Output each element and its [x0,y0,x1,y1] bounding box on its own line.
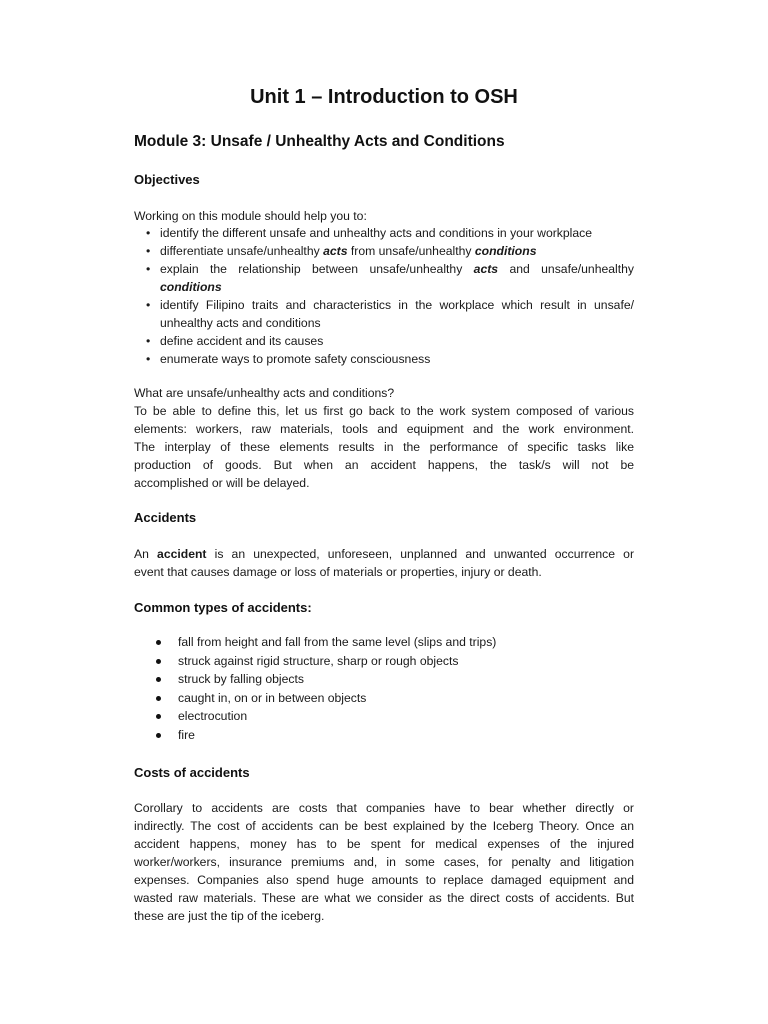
objectives-intro: Working on this module should help you to: [134,209,367,223]
costs-heading: Costs of accidents [134,765,250,780]
list-item: fall from height and fall from the same level (slips and trips) [156,633,496,652]
list-item: caught in, on or in between objects [156,689,496,708]
unit-title: Unit 1 – Introduction to OSH [250,86,518,108]
list-item: electrocution [156,707,496,726]
bullet-icon [156,677,161,682]
list-item: struck by falling objects [156,670,496,689]
bullet-icon: • [146,334,151,348]
bullet-icon [156,696,161,701]
bullet-icon: • [146,352,151,366]
objectives-heading: Objectives [134,172,200,187]
list-item: • differentiate unsafe/unhealthy acts from unsafe/unhealthy conditions [146,244,537,258]
accidents-heading: Accidents [134,510,197,525]
costs-paragraph: Corollary to accidents are costs that companies have to bear whether directly or indirectly. The cost of accidents can be best explained by the Iceberg Theory. Once an accident happens, money has to be spent for medical expenses of the injured worker/workers, insurance premiums and, in some cases, for penalty and litigation expenses. Companies also spend huge amounts to replace damaged equipment and wasted raw materials. These are what we consider as the direct costs of accidents. But these are just the tip of the iceberg. [134,801,634,923]
bullet-icon: • [146,262,151,276]
bullet-icon: • [146,244,151,258]
objectives-list [134,224,634,368]
list-item: struck against rigid structure, sharp or rough objects [156,652,496,671]
list-item: • define accident and its causes [146,334,324,348]
list-item: • identify Filipino traits and characteristics in the workplace which result in unsafe/ unhealthy acts and conditions [146,298,634,330]
bullet-icon: • [146,226,151,240]
list-item: • explain the relationship between unsafe/unhealthy acts and unsafe/unhealthy conditions [146,262,634,294]
bullet-icon [156,714,161,719]
bullet-icon: • [146,298,151,312]
what-are-paragraph: To be able to define this, let us first go back to the work system composed of various elements: workers, raw materials, tools and equipment and the work environment. The interplay of these elements results in the performance of specific tasks like production of goods. But when an accident happens, the task/s will not be accomplished or will be delayed. [134,404,634,490]
list-item: • identify the different unsafe and unhealthy acts and conditions in your workplace [146,226,593,240]
accident-types-list [156,633,496,745]
common-types-heading: Common types of accidents: [134,600,312,615]
accident-definition: An accident is an unexpected, unforeseen, unplanned and unwanted occurrence or event that causes damage or loss of materials or properties, injury or death. [134,547,635,579]
bullet-icon [156,640,161,645]
list-item: fire [156,726,496,745]
bullet-icon [156,659,161,664]
module-title: Module 3: Unsafe / Unhealthy Acts and Conditions [134,133,505,150]
list-item: • enumerate ways to promote safety consciousness [146,352,431,366]
bullet-icon [156,733,161,738]
what-are-question: What are unsafe/unhealthy acts and conditions? [134,386,395,400]
